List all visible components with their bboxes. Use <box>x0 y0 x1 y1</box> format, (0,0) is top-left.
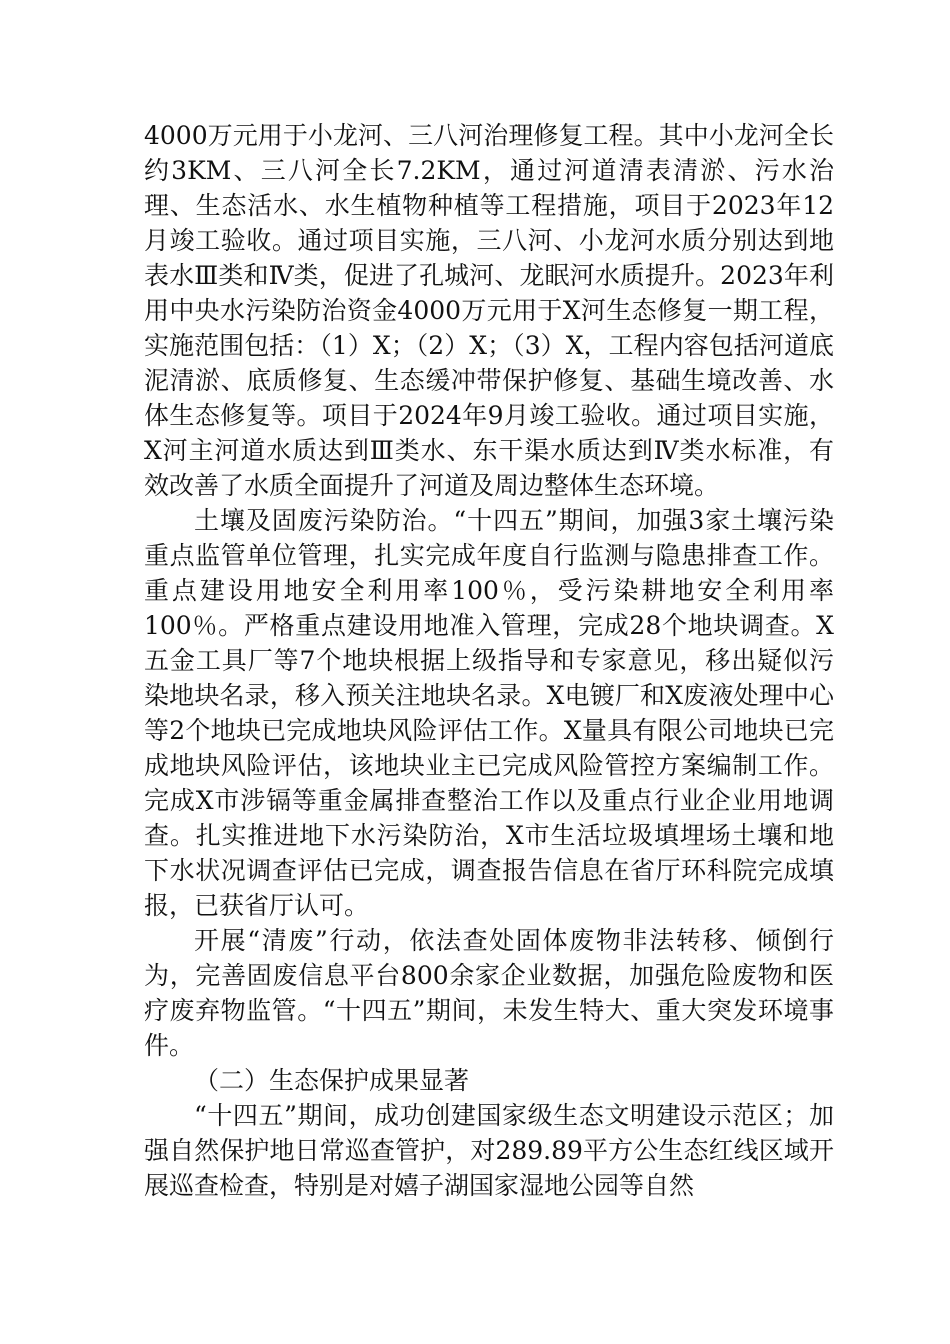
paragraph-ecological-protection: “十四五”期间，成功创建国家级生态文明建设示范区；加强自然保护地日常巡查管护，对289.89平方公生态红线区域开展巡查检查，特别是对嬉子湖国家湿地公园等自然 <box>144 1101 834 1200</box>
paragraph-clear-waste: 开展“清废”行动，依法查处固体废物非法转移、倾倒行为，完善固废信息平台800余家企业数据，加强危险废物和医疗废弃物监管。“十四五”期间，未发生特大、重大突发环境事件。 <box>144 926 834 1060</box>
section-heading: （二）生态保护成果显著 <box>194 1066 470 1095</box>
paragraph-water-projects: 4000万元用于小龙河、三八河治理修复工程。其中小龙河全长约3KM、三八河全长7.2KM，通过河道清表清淤、污水治理、生态活水、水生植物种植等工程措施，项目于2023年12月竣工验收。通过项目实施，三八河、小龙河水质分别达到地表水Ⅲ类和Ⅳ类，促进了孔城河、龙眠河水质提升。2023年利用中央水污染防治资金4000万元用于X河生态修复一期工程，实施范围包括：（1）X；（2）X；（3）X，工程内容包括河道底泥清淤、底质修复、生态缓冲带保护修复、基础生境改善、水体生态修复等。项目于2024年9月竣工验收。通过项目实施，X河主河道水质达到Ⅲ类水、东干渠水质达到Ⅳ类水标准，有效改善了水质全面提升了河道及周边整体生态环境。 <box>144 121 834 500</box>
document-body <box>144 118 834 1203</box>
paragraph-soil-waste: 土壤及固废污染防治。“十四五”期间，加强3家土壤污染重点监管单位管理，扎实完成年度自行监测与隐患排查工作。重点建设用地安全利用率100％，受污染耕地安全利用率100％。严格重点建设用地准入管理，完成28个地块调查。X五金工具厂等7个地块根据上级指导和专家意见，移出疑似污染地块名录，移入预关注地块名录。X电镀厂和X废液处理中心等2个地块已完成地块风险评估工作。X量具有限公司地块已完成地块风险评估，该地块业主已完成风险管控方案编制工作。完成X市涉镉等重金属排查整治工作以及重点行业企业用地调查。扎实推进地下水污染防治，X市生活垃圾填埋场土壤和地下水状况调查评估已完成，调查报告信息在省厅环科院完成填报，已获省厅认可。 <box>144 506 834 920</box>
